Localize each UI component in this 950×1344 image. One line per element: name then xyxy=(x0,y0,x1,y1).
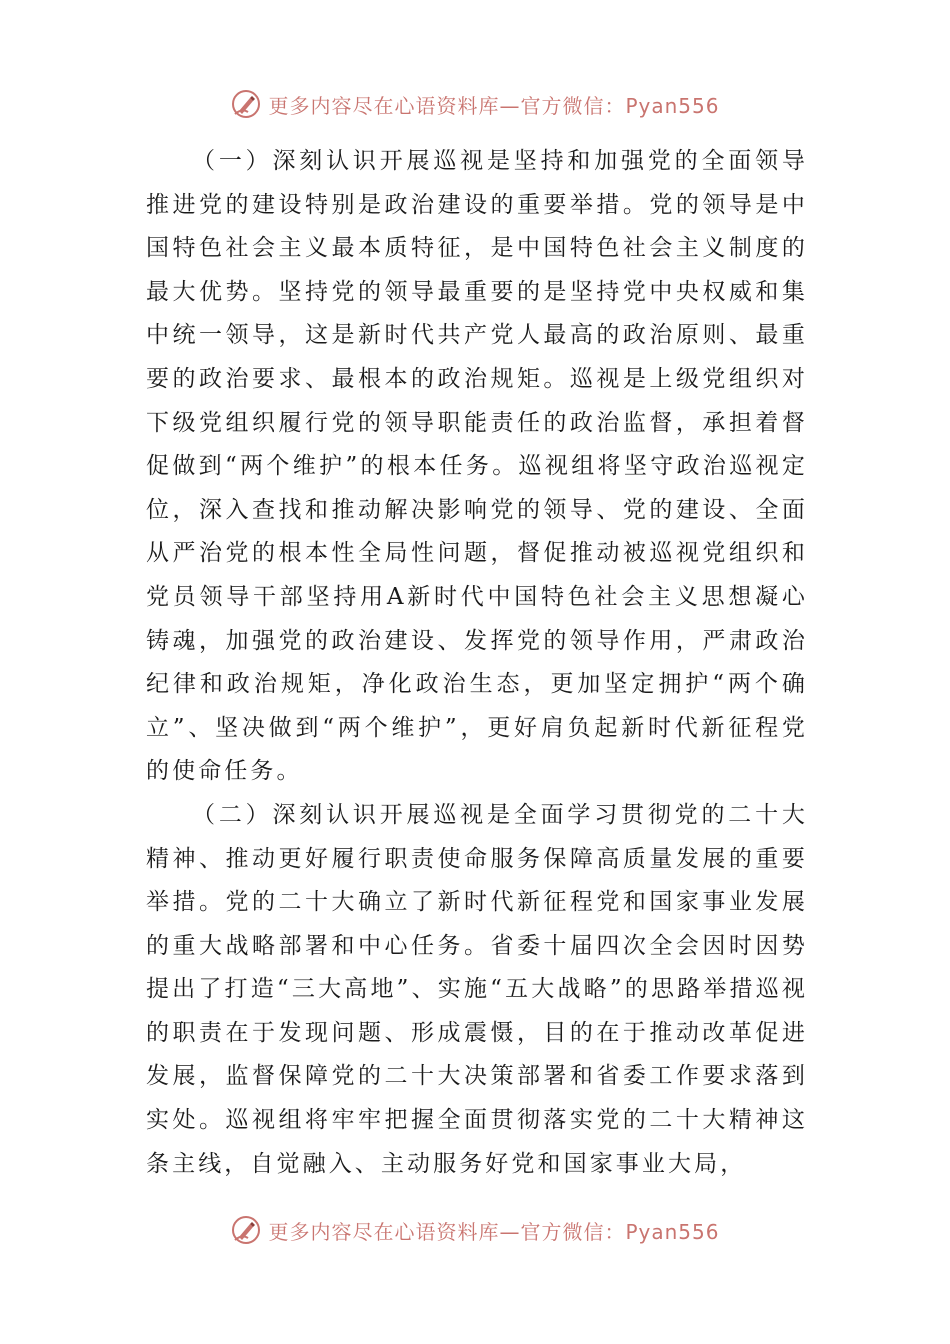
footer-banner xyxy=(0,1210,950,1250)
pen-logo-icon xyxy=(230,88,262,120)
header-banner-text: 更多内容尽在心语资料库—官方微信：Pyan556 xyxy=(268,93,720,118)
paragraph-2: （二）深刻认识开展巡视是全面学习贯彻党的二十大精神、推动更好履行职责使命服务保障高质量发展的重要举措。党的二十大确立了新时代新征程党和国家事业发展的重大战略部署和中心任务。省委十届四次全会因时因势提出了打造“三大高地”、实施“五大战略”的思路举措巡视的职责在于发现问题、形成震慑，目的在于推动改革促进发展，监督保障党的二十大决策部署和省委工作要求落到实处。巡视组将牢牢把握全面贯彻落实党的二十大精神这条主线，自觉融入、主动服务好党和国家事业大局， xyxy=(146,801,808,1177)
footer-banner-text: 更多内容尽在心语资料库—官方微信：Pyan556 xyxy=(268,1219,720,1244)
header-banner xyxy=(0,84,950,124)
pen-logo-icon xyxy=(230,1214,262,1246)
document-body xyxy=(146,140,808,1186)
paragraph-1: （一）深刻认识开展巡视是坚持和加强党的全面领导推进党的建设特别是政治建设的重要举措。党的领导是中国特色社会主义最本质特征，是中国特色社会主义制度的最大优势。坚持党的领导最重要的是坚持党中央权威和集中统一领导，这是新时代共产党人最高的政治原则、最重要的政治要求、最根本的政治规矩。巡视是上级党组织对下级党组织履行党的领导职能责任的政治监督，承担着督促做到“两个维护”的根本任务。巡视组将坚守政治巡视定位，深入查找和推动解决影响党的领导、党的建设、全面从严治党的根本性全局性问题，督促推动被巡视党组织和党员领导干部坚持用A新时代中国特色社会主义思想凝心铸魂，加强党的政治建设、发挥党的领导作用，严肃政治纪律和政治规矩，净化政治生态，更加坚定拥护“两个确立”、坚决做到“两个维护”，更好肩负起新时代新征程党的使命任务。 xyxy=(146,148,808,785)
